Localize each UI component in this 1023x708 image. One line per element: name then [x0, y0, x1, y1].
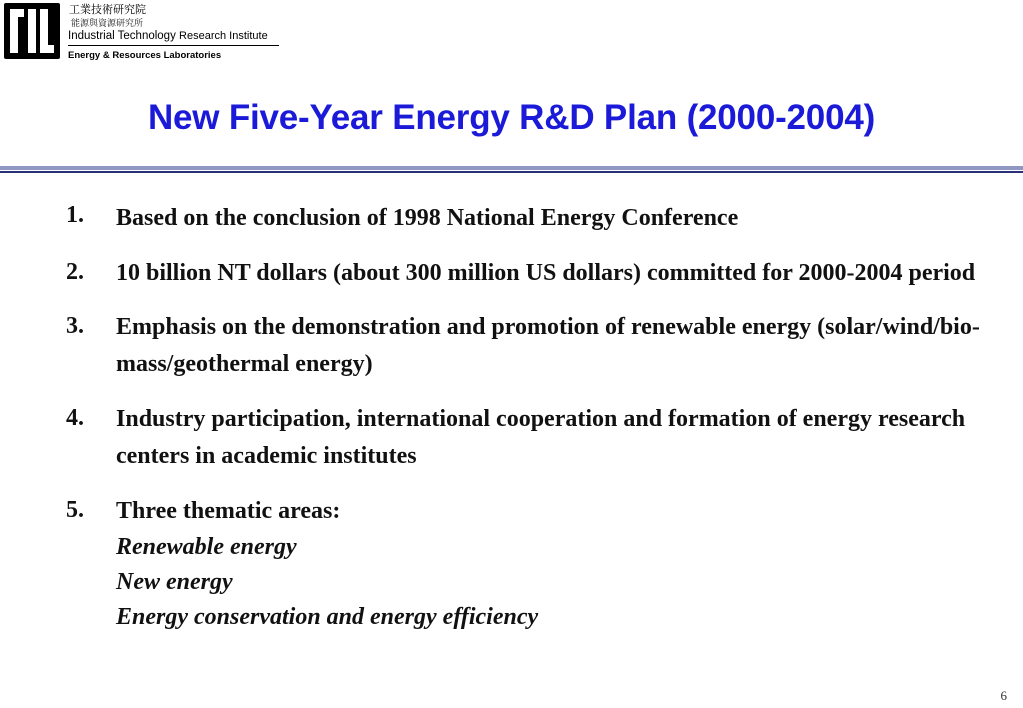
thematic-area-conservation: Energy conservation and energy efficiency	[116, 604, 539, 630]
plan-list	[66, 200, 986, 653]
list-item	[66, 255, 986, 292]
org-name-english-b: Research Institute	[179, 30, 268, 42]
list-item-number: 1.	[66, 202, 84, 228]
org-division-english: Energy & Resources Laboratories	[68, 50, 222, 61]
org-name-chinese: 工業技術研究院	[69, 4, 146, 16]
list-item-text: Based on the conclusion of 1998 National Energy Conference	[116, 205, 739, 231]
list-item-text: Industry participation, international cooperation and formation of energy research centers in academic institutes	[116, 406, 966, 469]
title-rule-dark	[0, 171, 1023, 173]
org-name-block	[68, 4, 268, 43]
list-item-text: Three thematic areas:	[116, 498, 341, 524]
list-item-number: 3.	[66, 313, 84, 339]
list-item-text-group	[116, 493, 986, 635]
thematic-area-renewable: Renewable energy	[116, 534, 297, 560]
list-item	[66, 493, 986, 635]
list-item-number: 5.	[66, 497, 84, 523]
org-name-english	[68, 29, 268, 43]
list-item-number: 4.	[66, 405, 84, 431]
org-division-chinese: 能源與資源研究所	[71, 18, 144, 28]
list-item	[66, 401, 986, 475]
list-item-number: 2.	[66, 259, 84, 285]
list-item	[66, 309, 986, 383]
slide-title: New Five-Year Energy R&D Plan (2000-2004)	[147, 98, 876, 137]
page-number: 6	[1000, 688, 1007, 703]
title-rule-light	[0, 166, 1023, 170]
org-name-english-a: Industrial Technology	[68, 30, 176, 42]
itri-logo-icon	[4, 3, 60, 59]
list-item	[66, 200, 986, 237]
org-divider	[68, 45, 279, 46]
thematic-area-new-energy: New energy	[116, 569, 233, 595]
list-item-text: Emphasis on the demonstration and promotion of renewable energy (solar/wind/bio-mass/geothermal energy)	[116, 314, 980, 377]
list-item-text: 10 billion NT dollars (about 300 million US dollars) committed for 2000-2004 period	[116, 260, 976, 286]
